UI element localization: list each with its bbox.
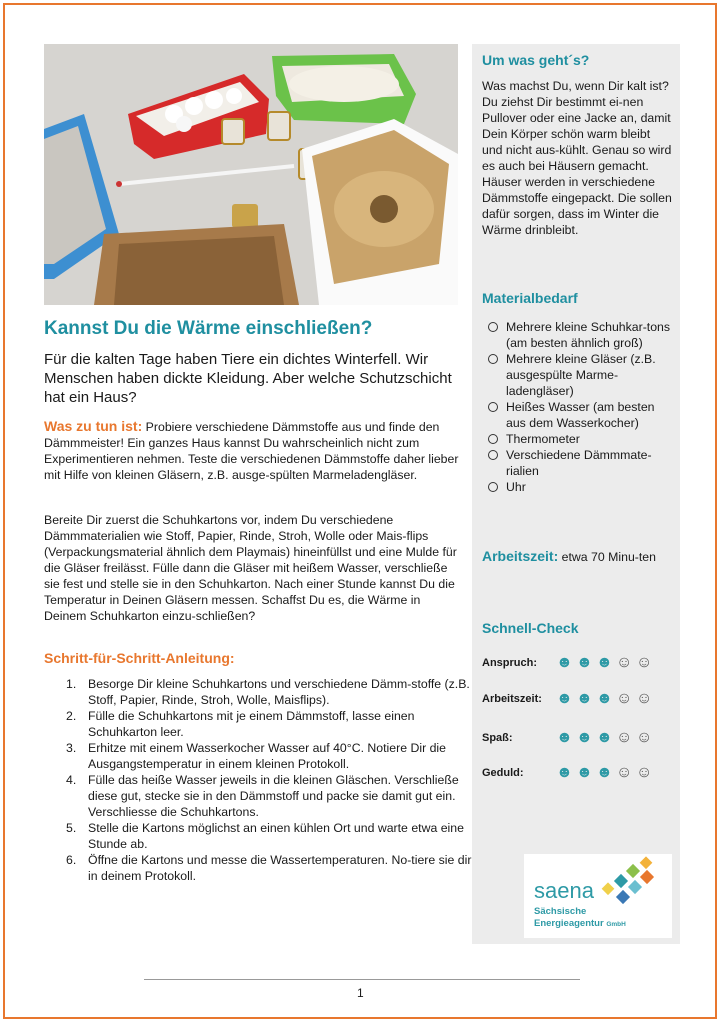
material-item: Uhr: [488, 479, 674, 495]
logo-name: saena: [534, 878, 594, 903]
material-heading: Materialbedarf: [482, 290, 578, 306]
step-item: Erhitze mit einem Wasserkocher Wasser auf 40°C. Notiere Dir die Ausgangstemperatur in einem kleinen Protokoll.: [88, 741, 446, 771]
step-item: Öffne die Kartons und messe die Wassertemperaturen. No-tiere sie dir in deinem Protokoll.: [88, 853, 472, 883]
smiley-empty-icon: ☺: [636, 764, 653, 781]
smiley-filled-icon: ☻: [576, 690, 593, 707]
material-item: Verschiedene Dämmmate-rialien: [488, 447, 674, 479]
rating-smileys: [556, 764, 656, 784]
material-list: [488, 319, 674, 495]
smiley-filled-icon: ☻: [576, 654, 593, 671]
about-text: Was machst Du, wenn Dir kalt ist? Du ziehst Dir bestimmt ei-nen Pullover oder eine Jacke an, damit Dein Körper schön warm bleibt und nicht aus-kühlt. Genau so wird es auch bei Häusern gemacht. Häuser werden in verschiedene Dämmstoffe eingepackt. Die sollen dafür sorgen, dass im Winter die Wärme drinbleibt.: [482, 79, 672, 237]
check-row-spass: [482, 729, 674, 749]
steps-list: [66, 676, 480, 884]
smiley-filled-icon: ☻: [596, 764, 613, 781]
experiment-photo: [44, 44, 458, 305]
footer-divider: [144, 979, 580, 980]
check-heading: Schnell-Check: [482, 620, 579, 636]
smiley-filled-icon: ☻: [576, 764, 593, 781]
about-heading: Um was geht´s?: [482, 52, 590, 68]
smiley-filled-icon: ☻: [556, 764, 573, 781]
main-title: Kannst Du die Wärme einschließen?: [44, 318, 373, 339]
smiley-filled-icon: ☻: [556, 690, 573, 707]
check-label: Arbeitszeit:: [482, 693, 542, 705]
material-item: Heißes Wasser (am besten aus dem Wasserkocher): [488, 399, 674, 431]
step-item: Fülle die Schuhkartons mit je einem Dämmstoff, lasse einen Schuhkarton leer.: [88, 709, 415, 739]
check-row-arbeitszeit: [482, 690, 674, 710]
smiley-empty-icon: ☺: [616, 654, 633, 671]
todo-text: Probiere verschiedene Dämmstoffe aus und finde den Dämmmeister! Ein ganzes Haus kannst Du wahrscheinlich nicht zum Experimentieren nehmen. Teste die verschiedenen Dämmstoffe daher lieber mit Hilfe von kleinen Gläsern, z.B. ausge-spülten Marmeladengläser.: [44, 420, 459, 482]
worktime-value: etwa 70 Minu-ten: [558, 550, 656, 564]
rating-smileys: [556, 729, 656, 749]
page-number: 1: [357, 986, 364, 1000]
todo-lead: Was zu tun ist:: [44, 418, 143, 434]
check-label: Geduld:: [482, 767, 524, 779]
logo-line2: [534, 918, 626, 929]
intro-text: Für die kalten Tage haben Tiere ein dichtes Winterfell. Wir Menschen haben dickte Kleidung. Aber welche Schutzschicht hat ein Haus?: [44, 351, 452, 406]
saena-logo: [524, 854, 672, 938]
check-row-geduld: [482, 764, 674, 784]
smiley-empty-icon: ☺: [636, 690, 653, 707]
worktime-label: Arbeitszeit:: [482, 548, 559, 564]
smiley-filled-icon: ☻: [596, 690, 613, 707]
steps-heading: Schritt-für-Schritt-Anleitung:: [44, 650, 235, 666]
preparation-paragraph: Bereite Dir zuerst die Schuhkartons vor, indem Du verschiedene Dämmmaterialien wie Stoff, Papier, Rinde, Stroh, Wolle oder Mais-flips (Verpackungsmaterial ähnlich dem Playmais) hineinfüllst und eine Mulde für die Gläser freilässt. Fülle dann die Gläser mit heißem Wasser, verschließe sie fest und stelle sie in den Schuhkarton. Nach einer Stunde kannst Du die Temperatur in Deinen Gläsern messen. Schaffst Du es, die Wärme in Deinem Schuhkarton einzu-schließen?: [44, 513, 457, 623]
check-label: Anspruch:: [482, 657, 537, 669]
step-item: Stelle die Kartons möglichst an einen kühlen Ort und warte etwa eine Stunde ab.: [88, 821, 464, 851]
smiley-empty-icon: ☺: [616, 690, 633, 707]
rating-smileys: [556, 690, 656, 710]
smiley-empty-icon: ☺: [636, 654, 653, 671]
worktime: [482, 548, 674, 566]
material-item: Thermometer: [488, 431, 674, 447]
logo-line2-text: Energieagentur: [534, 918, 604, 929]
smiley-filled-icon: ☻: [596, 654, 613, 671]
smiley-filled-icon: ☻: [556, 654, 573, 671]
material-item: Mehrere kleine Schuhkar-tons (am besten ähnlich groß): [488, 319, 674, 351]
todo-paragraph: [44, 418, 464, 483]
smiley-filled-icon: ☻: [576, 729, 593, 746]
smiley-filled-icon: ☻: [596, 729, 613, 746]
logo-line1: Sächsische: [534, 906, 587, 917]
material-item: Mehrere kleine Gläser (z.B. ausgespülte Marme-ladengläser): [488, 351, 674, 399]
smiley-empty-icon: ☺: [616, 729, 633, 746]
rating-smileys: [556, 654, 656, 674]
step-item: Fülle das heiße Wasser jeweils in die kleinen Gläschen. Verschließe diese gut, stecke sie in den Dämmstoff und packe sie damit gut ein. Verschliesse die Schuhkartons.: [88, 773, 459, 819]
logo-gmbh: GmbH: [606, 921, 626, 928]
smiley-empty-icon: ☺: [616, 764, 633, 781]
smiley-empty-icon: ☺: [636, 729, 653, 746]
check-row-anspruch: [482, 654, 674, 674]
check-label: Spaß:: [482, 732, 513, 744]
smiley-filled-icon: ☻: [556, 729, 573, 746]
step-item: Besorge Dir kleine Schuhkartons und verschiedene Dämm-stoffe (z.B. Stoff, Papier, Rinde, Stroh, Wolle, Maisflips).: [88, 677, 470, 707]
